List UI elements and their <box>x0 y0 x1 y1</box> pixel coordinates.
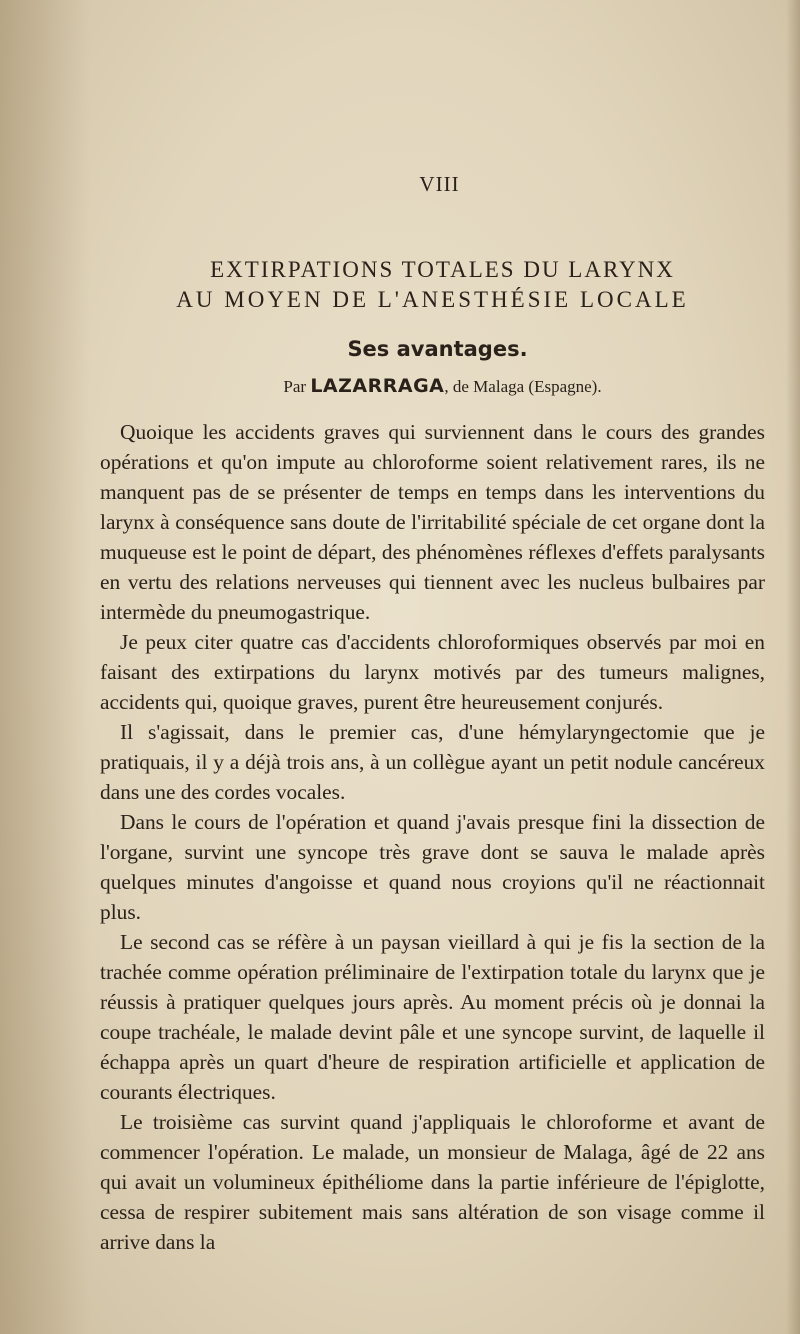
paragraph: Quoique les accidents graves qui surviennent dans le cours des grandes opérations et qu'on impute au chloroforme soient relativement rares, ils ne manquent pas de se présenter de temps en temps dans les interventions du larynx à conséquence sans doute de l'irritabilité spéciale de cet organe dont la muqueuse est le point de départ, des phénomènes réflexes d'effets paralysants en vertu des relations nerveuses qui tiennent avec les nucleus bulbaires par intermède du pneumogastrique. <box>100 420 765 624</box>
chapter-number: VIII <box>419 172 460 196</box>
paragraph: Le troisième cas survint quand j'appliquais le chloroforme et avant de commencer l'opération. Le malade, un monsieur de Malaga, âgé de 22 ans qui avait un volumineux épithéliome dans la partie inférieure de l'épiglotte, cessa de respirer subitement mais sans altération de son visage comme il arrive dans la <box>100 1110 765 1254</box>
byline-author: LAZARRAGA <box>310 375 445 397</box>
page-content <box>100 172 765 1257</box>
paragraph: Le second cas se réfère à un paysan vieillard à qui je fis la section de la trachée comme opération préliminaire de l'extirpation totale du larynx que je réussis à pratiquer quelques jours après. Au moment précis où je donnai la coupe trachéale, le malade devint pâle et une syncope survint, de laquelle il échappa après un quart d'heure de respiration artificielle et application de courants électriques. <box>100 930 765 1104</box>
byline-prefix: Par <box>283 377 307 396</box>
byline <box>100 375 765 397</box>
paragraph: Je peux citer quatre cas d'accidents chloroformiques observés par moi en faisant des extirpations du larynx motivés par des tumeurs malignes, accidents qui, quoique graves, purent être heureusement conjurés. <box>100 630 765 714</box>
byline-suffix: , de Malaga (Espagne). <box>444 377 602 396</box>
subtitle: Ses avantages. <box>347 337 528 361</box>
paragraph: Il s'agissait, dans le premier cas, d'une hémylaryngectomie que je pratiquais, il y a déjà trois ans, à un collègue ayant un petit nodule cancéreux dans une des cordes vocales. <box>100 720 765 804</box>
title-line-2: AU MOYEN DE L'ANESTHÉSIE LOCALE <box>176 287 689 312</box>
title-line-1: EXTIRPATIONS TOTALES DU LARYNX <box>210 257 675 282</box>
body-text <box>100 417 765 1257</box>
paragraph: Dans le cours de l'opération et quand j'avais presque fini la dissection de l'organe, survint une syncope très grave dont se sauva le malade après quelques minutes d'angoisse et quand nous croyions qu'il ne réactionnait plus. <box>100 810 765 924</box>
